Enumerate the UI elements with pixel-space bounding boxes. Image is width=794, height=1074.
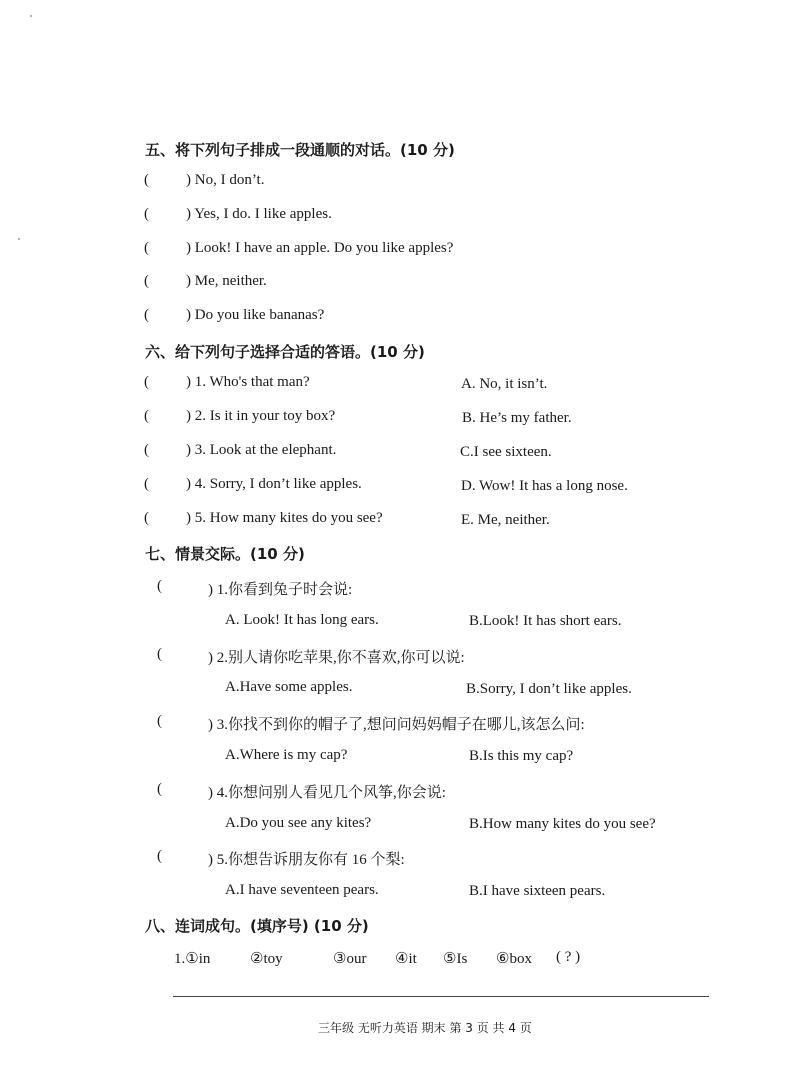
scenario-prompt: ) 1.你看到兔子时会说: <box>208 582 353 598</box>
answer-paren[interactable]: ( <box>157 781 162 797</box>
scenario-prompt: ) 4.你想问别人看见几个风筝,你会说: <box>208 785 446 801</box>
answer-option: B. He’s my father. <box>462 410 572 426</box>
option-a: A.I have seventeen pears. <box>225 882 379 898</box>
section-8-heading: 八、连词成句。(填序号) (10 分) <box>145 917 369 935</box>
option-a: A.Do you see any kites? <box>225 815 372 831</box>
answer-paren[interactable]: ( <box>144 442 149 458</box>
option-b: B.I have sixteen pears. <box>469 883 606 899</box>
option-a: A. Look! It has long ears. <box>225 612 379 628</box>
dialogue-line: ) Yes, I do. I like apples. <box>186 206 332 222</box>
answer-paren[interactable]: ( <box>144 408 149 424</box>
option-b: B.Look! It has short ears. <box>469 613 622 629</box>
answer-option: A. No, it isn’t. <box>461 376 548 392</box>
dialogue-line: ) Me, neither. <box>186 273 267 289</box>
answer-paren[interactable]: ( <box>157 646 162 662</box>
question-text: ) 2. Is it in your toy box? <box>186 408 336 424</box>
answer-paren[interactable]: ( <box>144 206 149 222</box>
question-text: ) 4. Sorry, I don’t like apples. <box>186 476 362 492</box>
answer-paren[interactable]: ( <box>144 510 149 526</box>
option-a: A.Where is my cap? <box>225 747 348 763</box>
word-item: 1.①in <box>174 951 211 967</box>
answer-paren[interactable]: ( <box>144 374 149 390</box>
answer-blank-punct: ( ? ) <box>556 949 581 965</box>
page-footer: 三年级 无听力英语 期末 第 3 页 共 4 页 <box>318 1021 532 1035</box>
option-b: B.Sorry, I don’t like apples. <box>466 681 632 697</box>
scenario-prompt: ) 5.你想告诉朋友你有 16 个梨: <box>208 852 405 868</box>
question-text: ) 1. Who's that man? <box>186 374 310 390</box>
question-text: ) 5. How many kites do you see? <box>186 510 383 526</box>
answer-option: C.I see sixteen. <box>460 444 552 460</box>
answer-paren[interactable]: ( <box>144 273 149 289</box>
word-item: ②toy <box>250 951 283 967</box>
answer-paren[interactable]: ( <box>157 713 162 729</box>
dialogue-line: ) Look! I have an apple. Do you like apples? <box>186 240 454 256</box>
word-item: ③our <box>333 951 367 967</box>
option-a: A.Have some apples. <box>225 679 353 695</box>
option-b: B.How many kites do you see? <box>469 816 656 832</box>
section-6-heading: 六、给下列句子选择合适的答语。(10 分) <box>145 343 425 361</box>
answer-paren[interactable]: ( <box>144 240 149 256</box>
answer-paren[interactable]: ( <box>157 848 162 864</box>
dialogue-line: ) Do you like bananas? <box>186 307 325 323</box>
answer-paren[interactable]: ( <box>157 578 162 594</box>
answer-paren[interactable]: ( <box>144 476 149 492</box>
dialogue-line: ) No, I don’t. <box>186 172 265 188</box>
scan-speck <box>30 15 32 17</box>
word-item: ⑥box <box>496 951 532 967</box>
section-5-heading: 五、将下列句子排成一段通顺的对话。(10 分) <box>145 141 455 159</box>
word-item: ④it <box>395 951 417 967</box>
answer-paren[interactable]: ( <box>144 307 149 323</box>
answer-paren[interactable]: ( <box>144 172 149 188</box>
scenario-prompt: ) 3.你找不到你的帽子了,想问问妈妈帽子在哪儿,该怎么问: <box>208 717 585 733</box>
option-b: B.Is this my cap? <box>469 748 574 764</box>
word-item: ⑤Is <box>443 951 468 967</box>
scenario-prompt: ) 2.别人请你吃苹果,你不喜欢,你可以说: <box>208 650 465 666</box>
section-7-heading: 七、情景交际。(10 分) <box>145 545 305 563</box>
scan-speck <box>18 238 20 240</box>
question-text: ) 3. Look at the elephant. <box>186 442 337 458</box>
answer-option: E. Me, neither. <box>461 512 550 528</box>
footer-divider <box>173 996 709 997</box>
answer-option: D. Wow! It has a long nose. <box>461 478 628 494</box>
